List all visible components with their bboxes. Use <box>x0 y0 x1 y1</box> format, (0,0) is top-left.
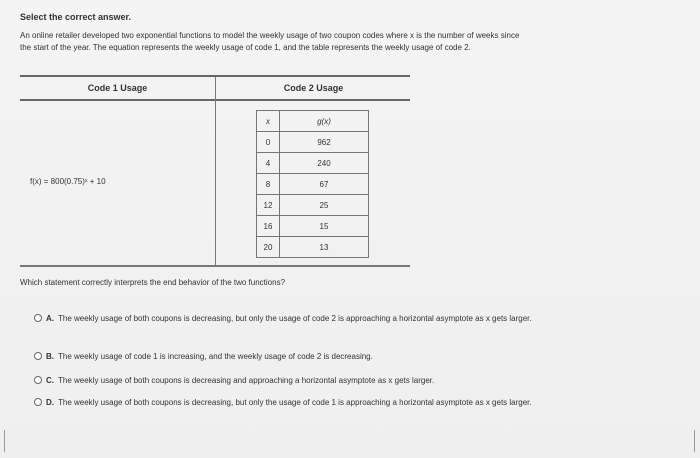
x-cell: 12 <box>257 195 280 216</box>
table-row <box>257 216 369 237</box>
option-text: The weekly usage of both coupons is decreasing and approaching a horizontal asymptote as x gets larger. <box>58 376 435 385</box>
g-cell: 67 <box>280 174 369 195</box>
page-edge-line <box>4 430 5 452</box>
table-row <box>257 153 369 174</box>
g-cell: 240 <box>280 153 369 174</box>
code2-value-table <box>256 110 369 258</box>
option-text: The weekly usage of both coupons is decreasing, but only the usage of code 1 is approaching a horizontal asymptote as x gets larger. <box>58 398 532 407</box>
g-cell: 25 <box>280 195 369 216</box>
g-cell: 13 <box>280 237 369 258</box>
problem-prompt <box>20 30 660 54</box>
table-row <box>257 174 369 195</box>
radio-button-d[interactable] <box>34 398 42 406</box>
table-row <box>257 132 369 153</box>
answer-option-c[interactable] <box>46 375 658 387</box>
instruction-text: Select the correct answer. <box>20 12 132 22</box>
x-cell: 8 <box>257 174 280 195</box>
x-cell: 20 <box>257 237 280 258</box>
radio-button-b[interactable] <box>34 352 42 360</box>
x-cell: 16 <box>257 216 280 237</box>
radio-button-c[interactable] <box>34 376 42 384</box>
page-edge-line <box>694 430 695 452</box>
prompt-line-1: An online retailer developed two exponential functions to model the weekly usage of two coupon codes where x is the number of weeks since <box>20 31 520 40</box>
table-row <box>257 195 369 216</box>
g-cell: 15 <box>280 216 369 237</box>
option-letter: B. <box>46 352 54 361</box>
g-cell: 962 <box>280 132 369 153</box>
column-divider <box>215 99 216 265</box>
answer-option-a[interactable] <box>46 313 658 325</box>
radio-button-a[interactable] <box>34 314 42 322</box>
x-column-header: x <box>257 111 280 132</box>
code2-header: Code 2 Usage <box>215 77 411 99</box>
option-letter: C. <box>46 376 54 385</box>
option-letter: A. <box>46 314 54 323</box>
code1-header: Code 1 Usage <box>87 83 148 93</box>
x-cell: 4 <box>257 153 280 174</box>
code1-formula: f(x) = 800(0.75)ˣ + 10 <box>30 177 106 186</box>
question-text: Which statement correctly interprets the end behavior of the two functions? <box>20 278 286 287</box>
option-letter: D. <box>46 398 54 407</box>
table-row <box>257 237 369 258</box>
x-cell: 0 <box>257 132 280 153</box>
option-text: The weekly usage of both coupons is decreasing, but only the usage of code 2 is approaching a horizontal asymptote as x gets larger. <box>58 314 532 323</box>
answer-option-b[interactable] <box>46 351 658 363</box>
answer-option-d[interactable] <box>46 397 658 409</box>
option-text: The weekly usage of code 1 is increasing, and the weekly usage of code 2 is decreasing. <box>58 352 373 361</box>
g-column-header: g(x) <box>280 111 369 132</box>
prompt-line-2: the start of the year. The equation represents the weekly usage of code 1, and the table represents the weekly usage of code 2. <box>20 43 471 52</box>
